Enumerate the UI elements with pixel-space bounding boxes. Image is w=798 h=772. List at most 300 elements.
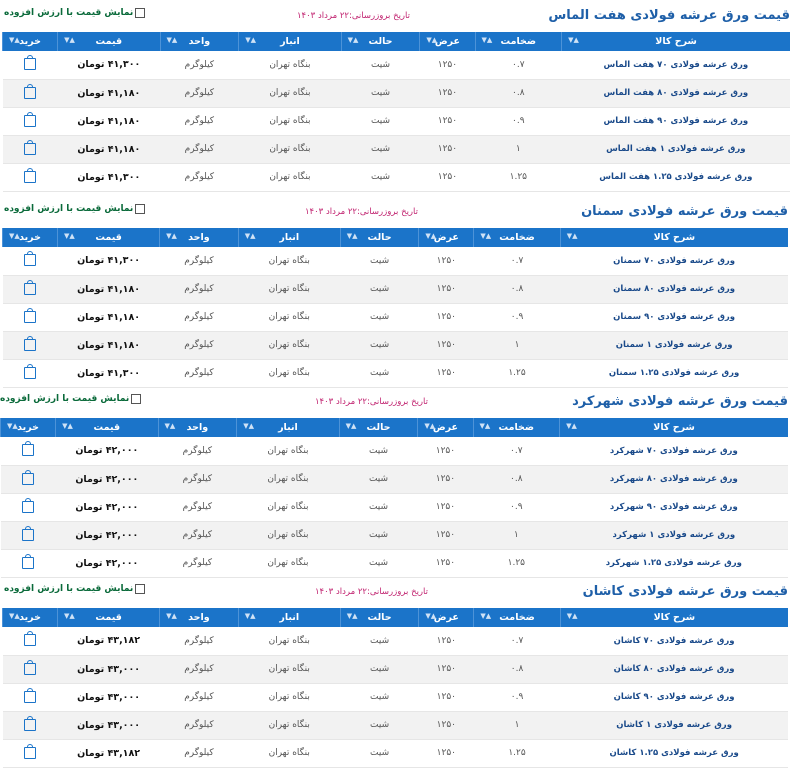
table-row	[3, 683, 789, 711]
buy-cell	[1, 465, 56, 493]
column-header-label: قیمت	[95, 232, 122, 243]
sort-icon[interactable]: ▲▼	[166, 232, 177, 240]
cell-state: شیت	[340, 655, 419, 683]
cell-warehouse: بنگاه تهران	[237, 549, 339, 577]
section-header	[2, 202, 788, 228]
cell-name[interactable]: ورق عرشه فولادی ۹۰ کاشان	[560, 683, 788, 711]
table-row	[3, 711, 789, 739]
column-header-label: شرح کالا	[653, 422, 695, 433]
sort-icon[interactable]: ▲▼	[566, 612, 578, 620]
cell-thickness: ۰.۸	[473, 465, 560, 493]
column-header-label: حالت	[367, 232, 392, 243]
vat-checkbox[interactable]	[131, 394, 141, 404]
column-header-name[interactable]	[562, 32, 790, 51]
cell-width: ۱۲۵۰	[419, 711, 474, 739]
cell-thickness: ۰.۸	[474, 655, 560, 683]
price-section	[0, 392, 788, 578]
cell-unit: کیلوگرم	[158, 437, 237, 465]
column-header-unit[interactable]	[158, 418, 237, 437]
cell-width: ۱۲۵۰	[418, 465, 473, 493]
cell-price: ۴۳,۰۰۰ تومان	[58, 655, 160, 683]
section-title: قیمت ورق عرشه فولادی سمنان	[581, 204, 788, 219]
sort-icon[interactable]: ▲▼	[244, 232, 256, 240]
cell-unit: کیلوگرم	[160, 79, 239, 107]
shopping-bag-icon[interactable]	[24, 719, 36, 731]
column-header-label: ضخامت	[499, 232, 535, 243]
sort-icon[interactable]: ▲▼	[62, 422, 73, 430]
sort-icon[interactable]: ▲▼	[243, 422, 255, 430]
cell-thickness: ۱.۲۵	[473, 549, 560, 577]
cell-name[interactable]: ورق عرشه فولادی ۷۰ هفت الماس	[562, 51, 790, 79]
update-date: تاریخ بروزرسانی:۲۲ مرداد ۱۴۰۳	[314, 587, 428, 597]
shopping-bag-icon[interactable]	[24, 747, 36, 759]
sort-icon[interactable]: ▲▼	[566, 232, 578, 240]
table-row	[1, 437, 789, 465]
buy-cell	[3, 135, 58, 163]
cell-unit: کیلوگرم	[160, 163, 239, 191]
cell-thickness: ۰.۹	[474, 303, 560, 331]
column-header-width[interactable]	[418, 418, 473, 437]
cell-width: ۱۲۵۰	[419, 331, 474, 359]
shopping-bag-icon[interactable]	[24, 143, 36, 155]
cell-thickness: ۱.۲۵	[474, 739, 560, 767]
column-header-price[interactable]	[58, 228, 160, 247]
cell-price: ۴۱,۱۸۰ تومان	[58, 107, 160, 135]
cell-name[interactable]: ورق عرشه فولادی ۹۰ شهرکرد	[560, 493, 788, 521]
column-header-label: ضخامت	[499, 612, 535, 623]
column-header-label: عرض	[434, 36, 461, 47]
cell-unit: کیلوگرم	[160, 107, 239, 135]
column-header-label: خرید	[19, 232, 41, 243]
column-header-state[interactable]	[341, 32, 420, 51]
cell-warehouse: بنگاه تهران	[238, 739, 340, 767]
shopping-bag-icon[interactable]	[22, 529, 34, 541]
vat-toggle[interactable]	[0, 394, 141, 404]
vat-toggle[interactable]	[4, 204, 145, 214]
sort-icon[interactable]: ▲▼	[479, 422, 491, 430]
sort-icon[interactable]: ▲▼	[166, 612, 177, 620]
cell-name[interactable]: ورق عرشه فولادی ۱.۲۵ سمنان	[560, 359, 788, 387]
cell-price: ۴۲,۰۰۰ تومان	[56, 493, 158, 521]
cell-warehouse: بنگاه تهران	[239, 107, 341, 135]
cell-warehouse: بنگاه تهران	[238, 303, 340, 331]
price-section	[2, 582, 788, 768]
cell-thickness: ۰.۷	[475, 51, 562, 79]
sort-icon[interactable]: ▲▼	[480, 232, 492, 240]
cell-width: ۱۲۵۰	[418, 493, 473, 521]
table-row	[3, 247, 789, 275]
column-header-thickness[interactable]	[474, 608, 560, 627]
cell-name[interactable]: ورق عرشه فولادی ۱.۲۵ شهرکرد	[560, 549, 788, 577]
shopping-bag-icon[interactable]	[24, 171, 36, 183]
cell-thickness: ۰.۹	[473, 493, 560, 521]
buy-cell	[1, 521, 56, 549]
sort-icon[interactable]: ▲▼	[425, 232, 437, 240]
sort-icon[interactable]: ▲▼	[9, 232, 20, 240]
sort-icon[interactable]: ▲▼	[64, 612, 75, 620]
price-table	[2, 32, 790, 192]
vat-checkbox[interactable]	[135, 584, 145, 594]
table-row	[3, 331, 789, 359]
cell-unit: کیلوگرم	[160, 303, 239, 331]
cell-name[interactable]: ورق عرشه فولادی ۱.۲۵ کاشان	[560, 739, 788, 767]
cell-unit: کیلوگرم	[160, 739, 239, 767]
cell-state: شیت	[340, 739, 419, 767]
column-header-unit[interactable]	[160, 228, 239, 247]
cell-unit: کیلوگرم	[160, 711, 239, 739]
cell-unit: کیلوگرم	[160, 51, 239, 79]
vat-toggle[interactable]	[4, 584, 145, 594]
cell-state: شیت	[339, 437, 418, 465]
shopping-bag-icon[interactable]	[24, 663, 36, 675]
table-row	[3, 739, 789, 767]
column-header-buy[interactable]	[3, 32, 58, 51]
table-row	[1, 493, 789, 521]
cell-state: شیت	[340, 247, 419, 275]
cell-thickness: ۱	[473, 521, 560, 549]
section-title: قیمت ورق عرشه فولادی کاشان	[582, 584, 788, 599]
vat-label: نمایش قیمت با ارزش افزوده	[4, 584, 134, 594]
column-header-warehouse[interactable]	[238, 608, 340, 627]
column-header-label: واحد	[188, 36, 211, 47]
table-row	[3, 627, 789, 655]
sort-icon[interactable]: ▲▼	[426, 36, 438, 44]
cell-width: ۱۲۵۰	[420, 135, 475, 163]
column-header-label: شرح کالا	[653, 612, 696, 623]
shopping-bag-icon[interactable]	[24, 87, 36, 99]
section-header	[2, 582, 788, 608]
sort-icon[interactable]: ▲▼	[345, 422, 357, 430]
cell-price: ۴۲,۰۰۰ تومان	[56, 549, 158, 577]
cell-name[interactable]: ورق عرشه فولادی ۹۰ هفت الماس	[562, 107, 790, 135]
cell-thickness: ۱	[475, 135, 562, 163]
cell-thickness: ۱	[474, 331, 560, 359]
buy-cell	[1, 493, 56, 521]
shopping-bag-icon[interactable]	[22, 444, 34, 456]
cell-thickness: ۰.۸	[475, 79, 562, 107]
shopping-bag-icon[interactable]	[24, 254, 36, 266]
cell-unit: کیلوگرم	[160, 359, 239, 387]
buy-cell	[3, 655, 58, 683]
column-header-label: خرید	[19, 612, 41, 623]
cell-warehouse: بنگاه تهران	[238, 247, 340, 275]
vat-checkbox[interactable]	[135, 204, 145, 214]
column-header-warehouse[interactable]	[239, 32, 341, 51]
cell-name[interactable]: ورق عرشه فولادی ۱ هفت الماس	[562, 135, 790, 163]
cell-thickness: ۰.۸	[474, 275, 560, 303]
sort-icon[interactable]: ▲▼	[347, 36, 359, 44]
cell-unit: کیلوگرم	[160, 627, 239, 655]
sort-icon[interactable]: ▲▼	[481, 36, 493, 44]
sort-icon[interactable]: ▲▼	[7, 422, 18, 430]
cell-unit: کیلوگرم	[158, 549, 237, 577]
table-row	[1, 465, 789, 493]
cell-price: ۴۲,۰۰۰ تومان	[56, 521, 158, 549]
column-header-buy[interactable]	[1, 418, 56, 437]
column-header-label: خرید	[17, 422, 39, 433]
cell-name[interactable]: ورق عرشه فولادی ۸۰ سمنان	[560, 275, 788, 303]
column-header-label: خرید	[19, 36, 41, 47]
cell-width: ۱۲۵۰	[419, 359, 474, 387]
cell-warehouse: بنگاه تهران	[237, 437, 339, 465]
cell-warehouse: بنگاه تهران	[237, 465, 339, 493]
sort-icon[interactable]: ▲▼	[166, 36, 178, 44]
cell-warehouse: بنگاه تهران	[238, 655, 340, 683]
column-header-price[interactable]	[58, 608, 160, 627]
cell-state: شیت	[339, 493, 418, 521]
sort-icon[interactable]: ▲▼	[480, 612, 492, 620]
sort-icon[interactable]: ▲▼	[164, 422, 176, 430]
cell-unit: کیلوگرم	[160, 655, 239, 683]
price-section	[2, 6, 790, 192]
cell-thickness: ۰.۷	[474, 247, 560, 275]
cell-name[interactable]: ورق عرشه فولادی ۷۰ کاشان	[560, 627, 788, 655]
column-header-label: شرح کالا	[655, 36, 697, 47]
cell-unit: کیلوگرم	[160, 135, 239, 163]
column-header-name[interactable]	[560, 418, 788, 437]
cell-price: ۴۳,۰۰۰ تومان	[58, 711, 160, 739]
sort-icon[interactable]: ▲▼	[425, 612, 437, 620]
cell-width: ۱۲۵۰	[420, 79, 475, 107]
table-row	[3, 79, 791, 107]
table-row	[3, 655, 789, 683]
vat-label: نمایش قیمت با ارزش افزوده	[4, 204, 134, 214]
buy-cell	[3, 739, 58, 767]
sort-icon[interactable]: ▲▼	[566, 422, 577, 430]
sort-icon[interactable]: ▲▼	[9, 36, 20, 44]
column-header-label: عرض	[433, 612, 459, 623]
column-header-price[interactable]	[58, 32, 160, 51]
column-header-label: انبار	[278, 422, 298, 433]
cell-price: ۴۱,۱۸۰ تومان	[58, 275, 160, 303]
buy-cell	[3, 303, 58, 331]
column-header-label: انبار	[279, 232, 300, 243]
cell-warehouse: بنگاه تهران	[238, 359, 340, 387]
buy-cell	[3, 79, 58, 107]
cell-price: ۴۳,۰۰۰ تومان	[58, 683, 160, 711]
cell-width: ۱۲۵۰	[418, 549, 473, 577]
shopping-bag-icon[interactable]	[22, 473, 34, 485]
cell-state: شیت	[340, 627, 419, 655]
cell-width: ۱۲۵۰	[419, 247, 474, 275]
vat-checkbox[interactable]	[135, 8, 145, 18]
cell-thickness: ۰.۹	[475, 107, 562, 135]
column-header-thickness[interactable]	[473, 418, 560, 437]
shopping-bag-icon[interactable]	[24, 634, 36, 646]
column-header-warehouse[interactable]	[238, 228, 340, 247]
cell-thickness: ۱	[474, 711, 560, 739]
column-header-buy[interactable]	[3, 228, 58, 247]
section-header	[2, 6, 790, 32]
column-header-thickness[interactable]	[475, 32, 562, 51]
buy-cell	[3, 275, 58, 303]
cell-warehouse: بنگاه تهران	[239, 163, 341, 191]
column-header-unit[interactable]	[160, 608, 239, 627]
cell-warehouse: بنگاه تهران	[239, 79, 341, 107]
sort-icon[interactable]: ▲▼	[346, 232, 358, 240]
sort-icon[interactable]: ▲▼	[244, 612, 256, 620]
column-header-buy[interactable]	[3, 608, 58, 627]
cell-name[interactable]: ورق عرشه فولادی ۸۰ شهرکرد	[560, 465, 788, 493]
sort-icon[interactable]: ▲▼	[424, 422, 436, 430]
column-header-label: واحد	[188, 232, 210, 243]
vat-label: نمایش قیمت با ارزش افزوده	[0, 394, 130, 404]
column-header-warehouse[interactable]	[237, 418, 339, 437]
cell-warehouse: بنگاه تهران	[238, 627, 340, 655]
column-header-label: قیمت	[93, 422, 121, 433]
column-header-state[interactable]	[340, 608, 419, 627]
shopping-bag-icon[interactable]	[24, 691, 36, 703]
cell-unit: کیلوگرم	[158, 493, 237, 521]
column-header-width[interactable]	[420, 32, 475, 51]
cell-price: ۴۱,۳۰۰ تومان	[58, 359, 160, 387]
shopping-bag-icon[interactable]	[24, 367, 36, 379]
section-title: قیمت ورق عرشه فولادی هفت الماس	[548, 8, 790, 23]
cell-price: ۴۱,۱۸۰ تومان	[58, 79, 160, 107]
cell-state: شیت	[339, 465, 418, 493]
cell-name[interactable]: ورق عرشه فولادی ۹۰ سمنان	[560, 303, 788, 331]
cell-name[interactable]: ورق عرشه فولادی ۸۰ کاشان	[560, 655, 788, 683]
cell-warehouse: بنگاه تهران	[239, 135, 341, 163]
cell-width: ۱۲۵۰	[419, 739, 474, 767]
buy-cell	[3, 627, 58, 655]
column-header-unit[interactable]	[160, 32, 239, 51]
buy-cell	[1, 437, 56, 465]
cell-state: شیت	[339, 549, 418, 577]
cell-price: ۴۲,۰۰۰ تومان	[56, 465, 158, 493]
column-header-name[interactable]	[560, 608, 788, 627]
cell-state: شیت	[341, 135, 420, 163]
sort-icon[interactable]: ▲▼	[64, 232, 75, 240]
vat-label: نمایش قیمت با ارزش افزوده	[4, 8, 134, 18]
column-header-label: قیمت	[95, 36, 123, 47]
sort-icon[interactable]: ▲▼	[568, 36, 579, 44]
sort-icon[interactable]: ▲▼	[64, 36, 75, 44]
column-header-label: عرض	[433, 232, 459, 243]
shopping-bag-icon[interactable]	[24, 115, 36, 127]
cell-name[interactable]: ورق عرشه فولادی ۷۰ شهرکرد	[560, 437, 788, 465]
cell-warehouse: بنگاه تهران	[239, 51, 341, 79]
cell-price: ۴۳,۱۸۲ تومان	[58, 739, 160, 767]
cell-warehouse: بنگاه تهران	[238, 275, 340, 303]
update-date: تاریخ بروزرسانی:۲۲ مرداد ۱۴۰۳	[304, 207, 418, 217]
cell-unit: کیلوگرم	[158, 465, 237, 493]
sort-icon[interactable]: ▲▼	[346, 612, 358, 620]
update-date: تاریخ بروزرسانی:۲۲ مرداد ۱۴۰۳	[296, 11, 410, 21]
column-header-name[interactable]	[560, 228, 788, 247]
column-header-label: حالت	[368, 36, 393, 47]
cell-price: ۴۱,۱۸۰ تومان	[58, 331, 160, 359]
column-header-label: حالت	[367, 612, 392, 623]
cell-width: ۱۲۵۰	[419, 275, 474, 303]
cell-warehouse: بنگاه تهران	[238, 331, 340, 359]
buy-cell	[3, 683, 58, 711]
column-header-label: انبار	[279, 612, 300, 623]
table-row	[3, 107, 791, 135]
cell-price: ۴۳,۱۸۲ تومان	[58, 627, 160, 655]
sort-icon[interactable]: ▲▼	[9, 612, 20, 620]
cell-width: ۱۲۵۰	[420, 107, 475, 135]
column-header-state[interactable]	[339, 418, 418, 437]
column-header-price[interactable]	[56, 418, 158, 437]
cell-price: ۴۱,۳۰۰ تومان	[58, 163, 160, 191]
cell-width: ۱۲۵۰	[420, 51, 475, 79]
column-header-label: ضخامت	[498, 422, 535, 433]
cell-state: شیت	[340, 331, 419, 359]
cell-name[interactable]: ورق عرشه فولادی ۷۰ سمنان	[560, 247, 788, 275]
buy-cell	[3, 107, 58, 135]
table-row	[1, 521, 789, 549]
cell-width: ۱۲۵۰	[419, 303, 474, 331]
shopping-bag-icon[interactable]	[24, 283, 36, 295]
cell-state: شیت	[340, 303, 419, 331]
cell-unit: کیلوگرم	[160, 275, 239, 303]
shopping-bag-icon[interactable]	[22, 501, 34, 513]
cell-unit: کیلوگرم	[160, 247, 239, 275]
section-header	[0, 392, 788, 418]
sort-icon[interactable]: ▲▼	[245, 36, 257, 44]
buy-cell	[3, 331, 58, 359]
cell-price: ۴۲,۰۰۰ تومان	[56, 437, 158, 465]
cell-state: شیت	[340, 275, 419, 303]
cell-state: شیت	[341, 79, 420, 107]
buy-cell	[1, 549, 56, 577]
buy-cell	[3, 51, 58, 79]
column-header-label: عرض	[432, 422, 459, 433]
cell-name[interactable]: ورق عرشه فولادی ۱.۲۵ هفت الماس	[562, 163, 790, 191]
shopping-bag-icon[interactable]	[24, 311, 36, 323]
table-row	[3, 163, 791, 191]
buy-cell	[3, 359, 58, 387]
column-header-label: واحد	[188, 612, 210, 623]
cell-name[interactable]: ورق عرشه فولادی ۱ سمنان	[560, 331, 788, 359]
shopping-bag-icon[interactable]	[24, 58, 36, 70]
cell-name[interactable]: ورق عرشه فولادی ۱ شهرکرد	[560, 521, 788, 549]
cell-warehouse: بنگاه تهران	[238, 711, 340, 739]
table-row	[1, 549, 789, 577]
table-row	[3, 135, 791, 163]
price-table	[0, 418, 788, 578]
vat-toggle[interactable]	[4, 8, 145, 18]
column-header-label: واحد	[186, 422, 209, 433]
buy-cell	[3, 163, 58, 191]
cell-warehouse: بنگاه تهران	[237, 493, 339, 521]
cell-warehouse: بنگاه تهران	[238, 683, 340, 711]
column-header-label: شرح کالا	[653, 232, 696, 243]
cell-name[interactable]: ورق عرشه فولادی ۸۰ هفت الماس	[562, 79, 790, 107]
cell-state: شیت	[340, 711, 419, 739]
cell-state: شیت	[339, 521, 418, 549]
buy-cell	[3, 247, 58, 275]
table-row	[3, 303, 789, 331]
cell-width: ۱۲۵۰	[419, 627, 474, 655]
column-header-width[interactable]	[419, 608, 474, 627]
cell-name[interactable]: ورق عرشه فولادی ۱ کاشان	[560, 711, 788, 739]
cell-thickness: ۰.۷	[474, 627, 560, 655]
cell-thickness: ۰.۹	[474, 683, 560, 711]
cell-price: ۴۱,۳۰۰ تومان	[58, 51, 160, 79]
cell-width: ۱۲۵۰	[418, 437, 473, 465]
column-header-thickness[interactable]	[474, 228, 560, 247]
column-header-state[interactable]	[340, 228, 419, 247]
column-header-label: انبار	[280, 36, 300, 47]
column-header-width[interactable]	[419, 228, 474, 247]
cell-unit: کیلوگرم	[160, 331, 239, 359]
shopping-bag-icon[interactable]	[22, 557, 34, 569]
cell-state: شیت	[341, 163, 420, 191]
shopping-bag-icon[interactable]	[24, 339, 36, 351]
buy-cell	[3, 711, 58, 739]
